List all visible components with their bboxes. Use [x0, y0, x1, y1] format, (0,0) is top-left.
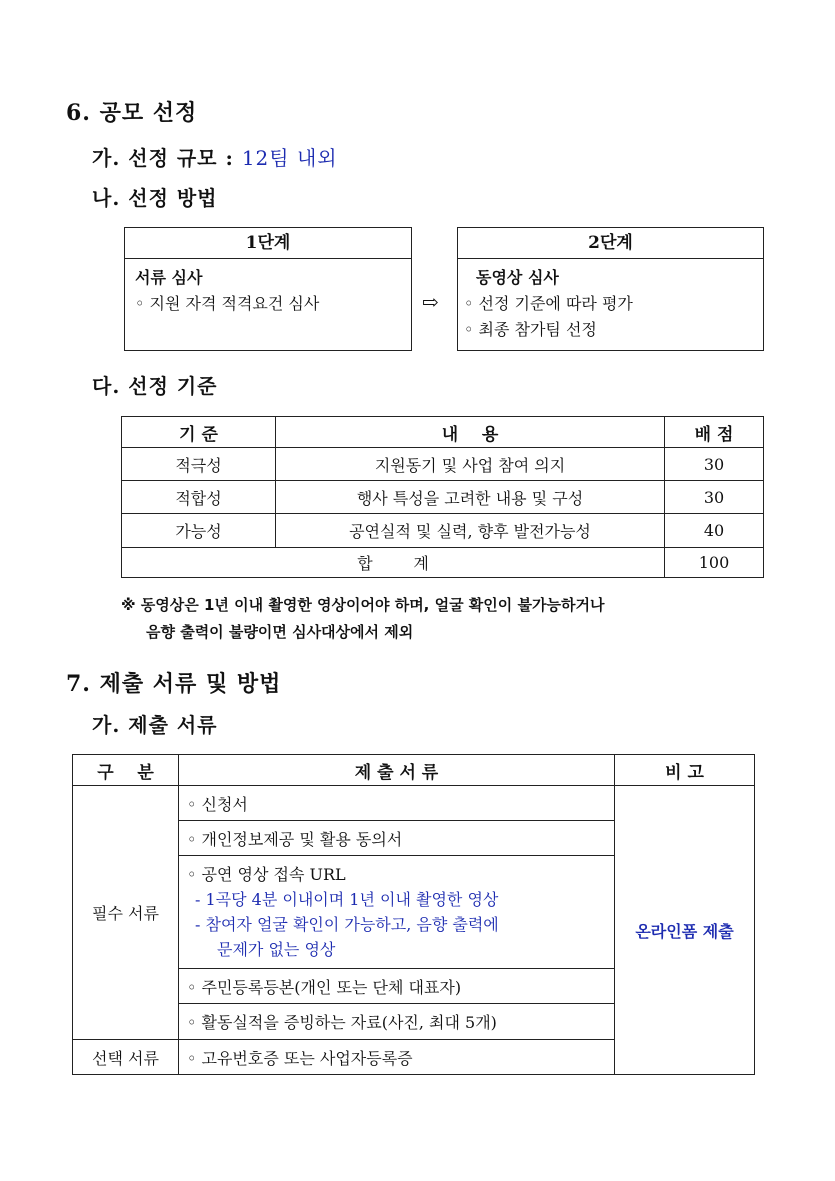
criteria-header: 배 점 — [665, 417, 764, 448]
doc-subitem: - 참여자 얼굴 확인이 가능하고, 음향 출력에 — [195, 915, 499, 934]
criteria-header: 기 준 — [122, 417, 276, 448]
doc-item: ◦ 주민등록등본(개인 또는 단체 대표자) — [179, 969, 615, 1004]
criteria-name: 적극성 — [122, 448, 276, 481]
doc-item: ◦ 신청서 — [179, 786, 615, 821]
docs-header: 비 고 — [615, 755, 755, 786]
stage1-title: 서류 심사 — [135, 268, 203, 287]
stage2-box — [457, 227, 764, 351]
arrow-icon: ⇨ — [422, 290, 439, 314]
stage2-head: 2단계 — [458, 228, 763, 259]
criteria-table — [121, 416, 764, 578]
selection-scale-label: 가. 선정 규모 : — [92, 146, 242, 170]
note-line-2: 음향 출력이 불량이면 심사대상에서 제외 — [146, 623, 414, 641]
criteria-title: 다. 선정 기준 — [92, 374, 218, 398]
stage2-item: ◦ 최종 참가팀 선정 — [464, 320, 597, 339]
optional-label: 선택 서류 — [73, 1040, 179, 1075]
table-row — [122, 448, 764, 481]
criteria-header: 내 용 — [276, 417, 665, 448]
criteria-score: 30 — [665, 448, 764, 481]
stage1-box — [124, 227, 412, 351]
docs-table — [72, 754, 755, 1075]
stage1-item: ◦ 지원 자격 적격요건 심사 — [135, 294, 320, 313]
criteria-name: 적합성 — [122, 481, 276, 514]
criteria-score: 40 — [665, 514, 764, 548]
section6-title: 6. 공모 선정 — [66, 100, 198, 126]
selection-scale-value: 12팀 내외 — [241, 146, 338, 170]
criteria-name: 가능성 — [122, 514, 276, 548]
remark-cell — [615, 786, 755, 1075]
doc-item-url — [179, 856, 615, 969]
criteria-desc: 행사 특성을 고려한 내용 및 구성 — [276, 481, 665, 514]
required-label: 필수 서류 — [73, 786, 179, 1040]
table-row — [122, 514, 764, 548]
criteria-desc: 공연실적 및 실력, 향후 발전가능성 — [276, 514, 665, 548]
selection-method-title: 나. 선정 방법 — [92, 186, 218, 210]
remark-text: 온라인폼 제출 — [635, 921, 734, 941]
docs-title: 가. 제출 서류 — [92, 713, 218, 737]
docs-header: 구 분 — [73, 755, 179, 786]
section7-title: 7. 제출 서류 및 방법 — [66, 671, 282, 697]
table-row — [122, 481, 764, 514]
criteria-score: 30 — [665, 481, 764, 514]
docs-header: 제 출 서 류 — [179, 755, 615, 786]
doc-item: ◦ 개인정보제공 및 활용 동의서 — [179, 821, 615, 856]
doc-subitem: 문제가 없는 영상 — [217, 940, 336, 959]
criteria-total-label: 합 계 — [122, 548, 665, 578]
doc-item: ◦ 공연 영상 접속 URL — [187, 865, 346, 884]
doc-item: ◦ 고유번호증 또는 사업자등록증 — [179, 1040, 615, 1075]
note-line-1: ※ 동영상은 1년 이내 촬영한 영상이어야 하며, 얼굴 확인이 불가능하거나 — [121, 596, 605, 614]
selection-scale — [92, 142, 338, 171]
stage2-item: ◦ 선정 기준에 따라 평가 — [464, 294, 633, 313]
table-row — [73, 786, 755, 821]
doc-item: ◦ 활동실적을 증빙하는 자료(사진, 최대 5개) — [179, 1004, 615, 1040]
stage2-title: 동영상 심사 — [476, 268, 559, 287]
criteria-desc: 지원동기 및 사업 참여 의지 — [276, 448, 665, 481]
stage1-head: 1단계 — [125, 228, 411, 259]
criteria-total-value: 100 — [665, 548, 764, 578]
doc-subitem: - 1곡당 4분 이내이며 1년 이내 촬영한 영상 — [195, 890, 499, 909]
table-row — [122, 548, 764, 578]
